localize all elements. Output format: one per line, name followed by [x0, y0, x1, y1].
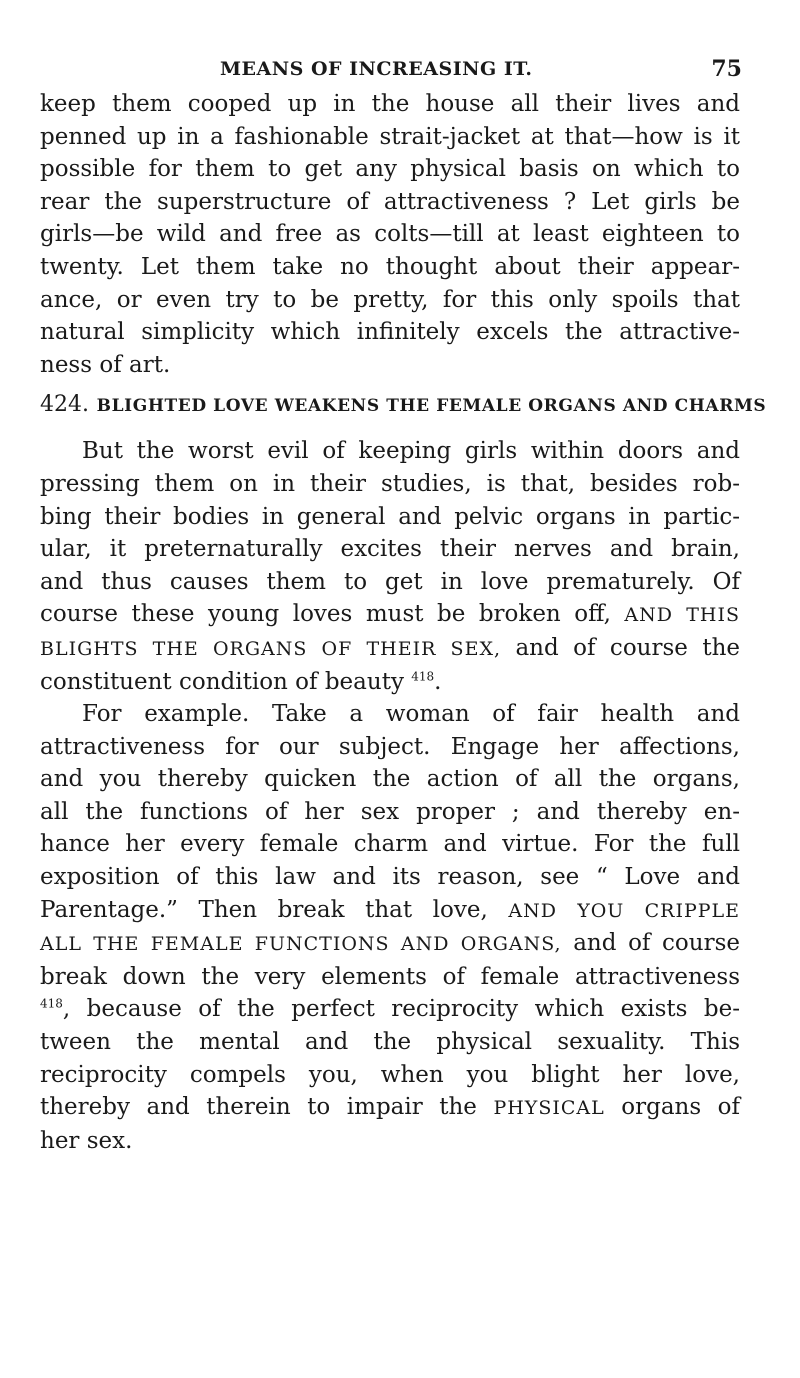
small-caps-run: AND THIS	[624, 604, 740, 627]
text-line: ance, or even try to be pretty, for this only spoils that	[40, 286, 740, 313]
text-run: organs of	[621, 1094, 741, 1121]
text-line: But the worst evil of keeping girls within doors and	[82, 438, 740, 465]
reference-marker: 418	[40, 996, 63, 1011]
text-line: possible for them to get any physical basis on which to	[40, 156, 740, 183]
text-line: For example. Take a woman of fair health and	[82, 701, 740, 728]
running-title: MEANS OF INCREASING IT.	[220, 58, 533, 80]
small-caps-run: AND YOU CRIPPLE	[508, 899, 740, 922]
paragraph-continued	[40, 88, 740, 381]
section-number: 424.	[40, 392, 89, 418]
text-line	[40, 666, 740, 699]
text-run: course these young loves must be broken off,	[40, 601, 611, 628]
running-head	[40, 58, 740, 88]
text-line: keep them cooped up in the house all their lives and	[40, 91, 740, 117]
text-line: pressing them on in their studies, is that, besides rob-	[40, 470, 740, 497]
text-line: rear the superstructure of attractiveness ? Let girls be	[40, 188, 740, 215]
text-run: thereby and therein to impair the	[40, 1094, 477, 1121]
small-caps-run: ALL THE FEMALE FUNCTIONS AND ORGANS,	[40, 933, 562, 956]
text-line: hance her every female charm and virtue. For the full	[40, 831, 740, 858]
paragraph-blighted-love	[40, 435, 740, 698]
text-line: ular, it preternaturally excites their nerves and brain,	[40, 536, 740, 563]
reference-marker: 418	[411, 668, 435, 683]
text-line	[40, 1091, 740, 1125]
text-line: reciprocity compels you, when you blight her love,	[40, 1061, 740, 1088]
text-line: her sex.	[40, 1127, 133, 1154]
text-line: girls—be wild and free as colts—till at least eighteen to	[40, 221, 740, 248]
text-line: tween the mental and the physical sexuality. This	[40, 1029, 740, 1056]
text-line: break down the very elements of female attractiveness	[40, 963, 740, 990]
text-line: penned up in a fashionable strait-jacket at that—how is it	[40, 123, 740, 150]
text-line	[40, 894, 740, 928]
text-run: Parentage.” Then break that love,	[40, 896, 488, 923]
text-run: and of course the	[515, 634, 740, 661]
text-line: ness of art.	[40, 351, 171, 378]
text-run: , because of the perfect reciprocity which exists be-	[62, 996, 740, 1023]
book-page	[40, 56, 767, 1157]
text-line: attractiveness for our subject. Engage her affections,	[40, 733, 740, 760]
paragraph-example	[40, 698, 740, 1157]
text-line: natural simplicity which infinitely excels the attractive-	[40, 319, 740, 346]
small-caps-run: BLIGHTS THE ORGANS OF THEIR SEX,	[40, 637, 502, 660]
text-line: twenty. Let them take no thought about their appear-	[40, 253, 740, 280]
text-line	[40, 632, 740, 666]
text-run: and of course	[573, 930, 740, 957]
text-line: and thus causes them to get in love prematurely. Of	[40, 568, 740, 595]
text-run: constituent condition of beauty	[40, 668, 404, 695]
text-line: and you thereby quicken the action of all the organs,	[40, 766, 740, 793]
small-caps-run: PHYSICAL	[493, 1097, 605, 1120]
text-line	[40, 993, 740, 1026]
page-number: 75	[711, 56, 742, 82]
text-run: .	[434, 668, 442, 695]
section-heading	[40, 381, 767, 435]
text-line: bing their bodies in general and pelvic organs in partic-	[40, 503, 740, 530]
text-line	[40, 598, 740, 632]
section-title: BLIGHTED LOVE WEAKENS THE FEMALE ORGANS AND CHARMS	[96, 396, 767, 417]
text-line: all the functions of her sex proper ; and thereby en-	[40, 798, 740, 825]
text-line: exposition of this law and its reason, see “ Love and	[40, 864, 740, 891]
text-line	[40, 927, 740, 961]
